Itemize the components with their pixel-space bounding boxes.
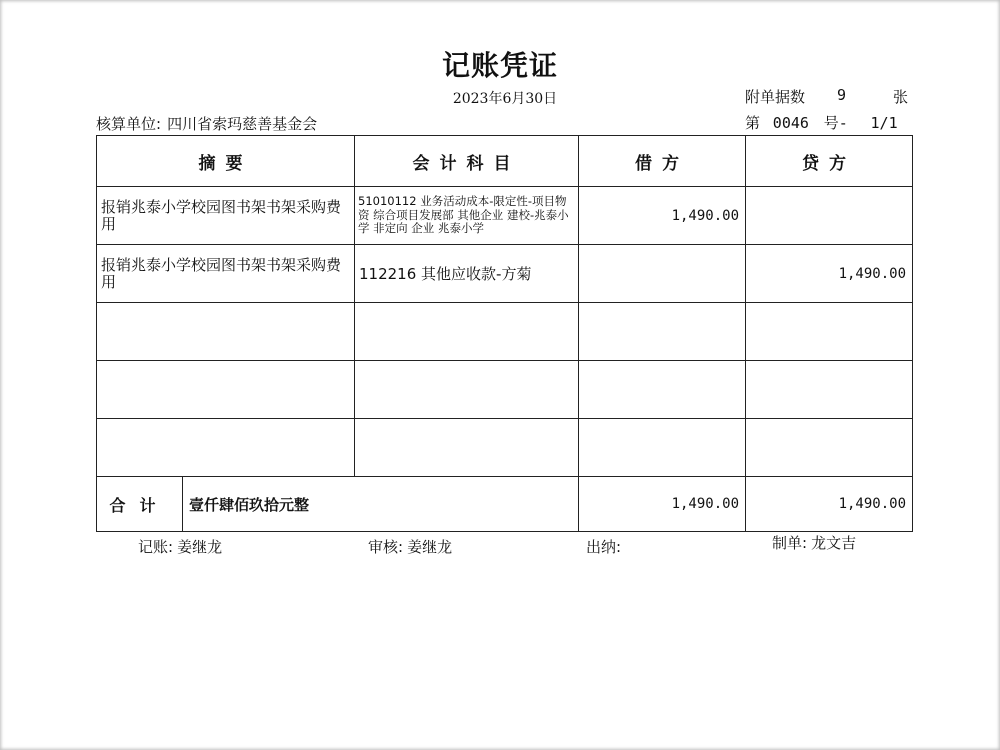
total-credit: 1,490.00 — [746, 477, 913, 532]
row-summary: 报销兆泰小学校园图书架书架采购费用 — [97, 187, 355, 245]
row-debit — [579, 361, 746, 419]
table-row — [97, 187, 913, 245]
voucher-table — [96, 135, 913, 532]
row-debit — [579, 419, 746, 477]
voucher-date: 2023年6月30日 — [452, 91, 558, 107]
row-subject — [355, 361, 579, 419]
row-summary — [97, 419, 355, 477]
table-header-row — [97, 136, 913, 187]
voucher-title: 记账凭证 — [441, 49, 558, 82]
preparer-label: 制单: — [772, 534, 808, 552]
cashier-signature — [586, 536, 625, 557]
page-number: 1/1 — [870, 114, 898, 132]
header-subject: 会计科目 — [355, 136, 579, 187]
row-credit — [746, 303, 913, 361]
table-row — [97, 303, 913, 361]
attachment-label: 附单据数 — [745, 88, 806, 106]
number-prefix: 第 — [745, 114, 761, 132]
voucher-number-line — [745, 112, 898, 133]
row-summary — [97, 361, 355, 419]
header-summary: 摘要 — [97, 136, 355, 187]
row-credit — [746, 187, 913, 245]
row-subject: 51010112 业务活动成本-限定性-项目物资 综合项目发展部 其他企业 建校-兆泰小学 非定向 企业 兆泰小学 — [355, 187, 579, 245]
header-debit: 借方 — [579, 136, 746, 187]
voucher-number: 0046 — [772, 114, 809, 132]
preparer-name: 龙文吉 — [811, 534, 857, 552]
total-row — [97, 477, 913, 532]
auditor-name: 姜继龙 — [407, 538, 453, 556]
bookkeeper-name: 姜继龙 — [177, 538, 223, 556]
unit-label: 核算单位: — [96, 115, 162, 133]
total-label: 合计 — [97, 477, 183, 532]
row-subject — [355, 303, 579, 361]
total-amount-words: 壹仟肆佰玖拾元整 — [183, 477, 579, 532]
bookkeeper-label: 记账: — [138, 538, 174, 556]
attachment-count-line — [745, 86, 909, 107]
accounting-unit-line — [96, 113, 317, 134]
row-credit — [746, 419, 913, 477]
table-row — [97, 419, 913, 477]
preparer-signature — [772, 532, 856, 553]
row-summary: 报销兆泰小学校园图书架书架采购费用 — [97, 245, 355, 303]
attachment-unit: 张 — [893, 88, 909, 106]
cashier-label: 出纳: — [586, 538, 622, 556]
row-subject — [355, 419, 579, 477]
table-row — [97, 245, 913, 303]
row-debit — [579, 303, 746, 361]
row-credit: 1,490.00 — [746, 245, 913, 303]
auditor-signature — [368, 536, 452, 557]
bookkeeper-signature — [138, 536, 222, 557]
row-credit — [746, 361, 913, 419]
attachment-count: 9 — [837, 86, 847, 104]
total-debit: 1,490.00 — [579, 477, 746, 532]
number-suffix: 号- — [823, 114, 848, 132]
row-debit — [579, 245, 746, 303]
row-subject: 112216 其他应收款-方菊 — [355, 245, 579, 303]
header-credit: 贷方 — [746, 136, 913, 187]
unit-name: 四川省索玛慈善基金会 — [167, 115, 318, 133]
table-row — [97, 361, 913, 419]
row-summary — [97, 303, 355, 361]
auditor-label: 审核: — [368, 538, 404, 556]
row-debit: 1,490.00 — [579, 187, 746, 245]
